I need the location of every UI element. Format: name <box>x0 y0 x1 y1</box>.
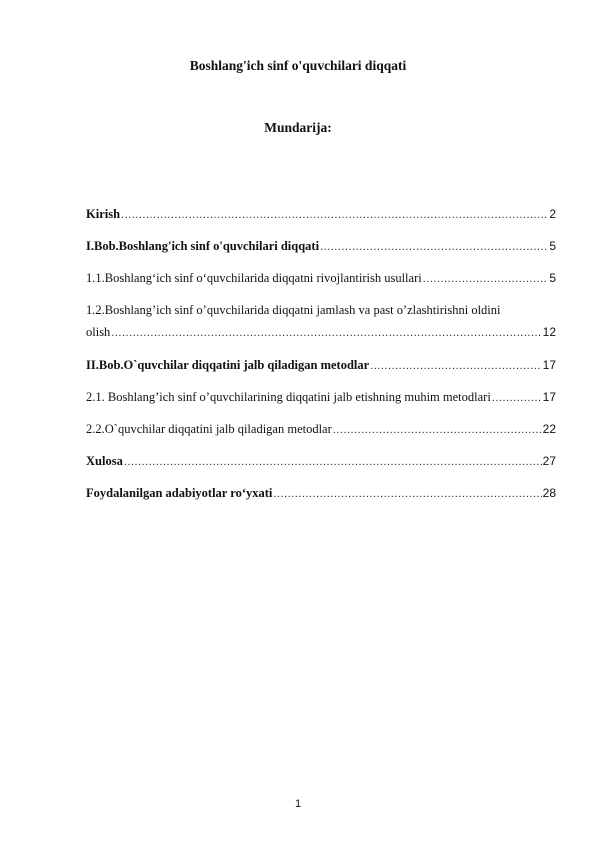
toc-entry-references[interactable] <box>86 482 556 514</box>
dot-leader <box>121 204 548 226</box>
toc-entry-label: II.Bob.O`quvchilar diqqatini jalb qiladigan metodlar <box>86 358 370 372</box>
toc-entry-chapter-2[interactable] <box>86 354 556 386</box>
dot-leader <box>320 236 548 258</box>
toc-entry-label: I.Bob.Boshlang'ich sinf o'quvchilari diqqati <box>86 239 320 253</box>
toc-page-number: 5 <box>549 239 556 253</box>
dot-leader <box>370 355 541 377</box>
toc-page-number: 27 <box>542 454 556 468</box>
toc-page-number: 22 <box>542 422 556 436</box>
toc-page-number: 12 <box>542 325 556 339</box>
toc-page-number: 2 <box>549 207 556 221</box>
dot-leader <box>333 419 542 441</box>
dot-leader <box>124 451 542 473</box>
table-of-contents <box>86 203 556 514</box>
dot-leader <box>423 268 549 290</box>
toc-entry-section-2-2[interactable] <box>86 418 556 450</box>
toc-entry-kirish[interactable] <box>86 203 556 235</box>
toc-entry-label: Xulosa <box>86 454 123 468</box>
toc-entry-label-line1: 1.2.Boshlang’ich sinf o’quvchilarida diqqatni jamlash va past o’zlashtirishni oldini <box>86 303 501 317</box>
toc-entry-xulosa[interactable] <box>86 450 556 482</box>
toc-entry-label: Kirish <box>86 207 121 221</box>
dot-leader <box>273 483 541 505</box>
toc-entry-section-1-1[interactable] <box>86 267 556 299</box>
toc-entry-label: olish <box>86 325 111 339</box>
toc-entry-section-2-1[interactable] <box>86 386 556 418</box>
document-title: Boshlang'ich sinf o'quvchilari diqqati <box>189 58 407 73</box>
toc-entry-label: 2.2.O`quvchilar diqqatini jalb qiladigan metodlar <box>86 422 332 436</box>
toc-entry-section-1-2[interactable] <box>86 299 556 354</box>
page-number: 1 <box>294 798 302 810</box>
toc-entry-label: 1.1.Boshlang‘ich sinf o‘quvchilarida diqqatni rivojlantirish usullari <box>86 271 422 285</box>
dot-leader <box>492 387 542 409</box>
toc-page-number: 17 <box>542 358 556 372</box>
toc-entry-label: 2.1. Boshlang’ich sinf o’quvchilarining diqqatini jalb etishning muhim metodlari <box>86 390 491 404</box>
toc-entry-chapter-1[interactable] <box>86 235 556 267</box>
dot-leader <box>111 322 541 344</box>
toc-heading: Mundarija: <box>264 120 332 135</box>
toc-page-number: 28 <box>542 486 556 500</box>
toc-entry-label: Foydalanilgan adabiyotlar ro‘yxati <box>86 486 273 500</box>
toc-page-number: 5 <box>549 271 556 285</box>
toc-page-number: 17 <box>542 390 556 404</box>
